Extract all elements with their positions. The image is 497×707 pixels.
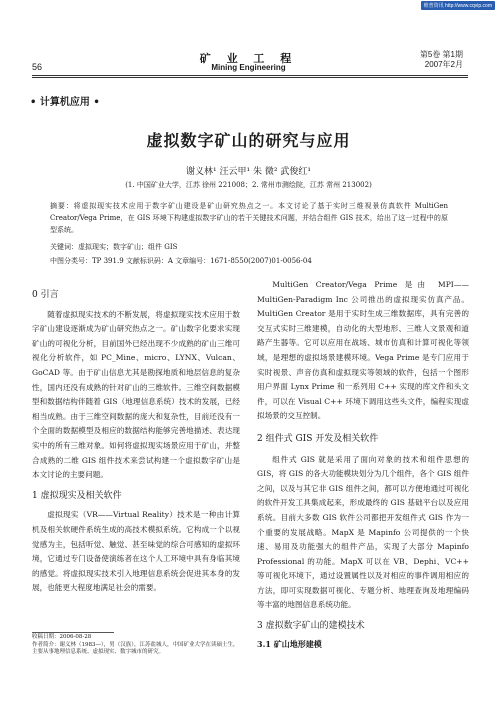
column-tag: • 计算机应用 • [30, 97, 100, 108]
vega-paragraph: MultiGen Creator/Vega Prime 是由 MPI——MultiGen-Paradigm Inc 公司推出的虚拟现实仿真产品。MultiGen Creator 是用于实时生成三维数据库，具有完善的交互式实时三维建模，自动化的大型地形、三维人文景观和道路产生器等。它可以应用在战场、城市仿真和计算可视化等领域，是理想的虚拟场景建模环境。Vega Prime 是专门应用于实时视景、声音仿真和虚拟现实等领域的软件，包括一个图形用户界面 Lynx Prime 和一系列用 C++ 实现的库文件和头文件，可以在 Visual C++ 环境下调用这些头文件，编程实现虚拟场景的交互控制。 [257, 280, 469, 421]
classification-line: 中图分类号：TP 391.9 文献标识码：A 文章编号：1671-8550(2007)01-0056-04 [50, 257, 312, 265]
author-list: 谢义林¹ 汪云甲¹ 朱 微² 武俊红¹ [186, 167, 311, 177]
left-column [32, 288, 240, 596]
issue-date: 2007年2月 [424, 60, 463, 69]
abstract: 摘要：将虚拟现实技术应用于数字矿山建设是矿山研究热点之一。本文讨论了基于实时三维视景仿真软件 MultiGen Creator/Vega Prime，在 GIS 环境下构建虚拟数字矿山的若干关键技术问题，并结合组件 GIS 技术，给出了这一过程中的原型系统。 [50, 202, 448, 234]
right-column [257, 278, 469, 651]
section-heading-2: 2 组件式 GIS 开发及相关软件 [257, 433, 379, 444]
intro-paragraph: 随着虚拟现实技术的不断发展，将虚拟现实技术应用于数字矿山建设逐渐成为矿山研究热点之一。矿山数字化要求实现矿山的可视化分析，目前国外已经出现不少成熟的矿山三维可视化分析软件，如 PC_Mine、micro、LYNX、Vulcan、GoCAD 等。由于矿山信息尤其是勘探地质和地层信息的复杂性，国内还没有成熟的针对矿山的三维软件。三维空间数据模型和数据结构伴随着 GIS（地理信息系统）技术的发展，已经相当成熟。由于三维空间数据的庞大和复杂性，目前还没有一个全面的数据模型及相应的数据结构能够完善地描述、表达现实中的所有三维对象。如何将虚拟现实场景应用于矿山，并整合成熟的二维 GIS 组件技术来尝试构建一个虚拟数字矿山是本文讨论的主要问题。 [32, 309, 240, 480]
volume-number: 第5卷 第1期 [419, 50, 463, 59]
header-rule-thin [32, 77, 468, 78]
section-heading-3: 3 虚拟数字矿山的建模技术 [257, 621, 365, 632]
section2-paragraph: 组件式 GIS 就是采用了面向对象的技术和组件思想的 GIS，将 GIS 的各大功能模块划分为几个组件，各个 GIS 组件之间，以及与其它非 GIS 组件之间，都可以方便地通过可视化的软件开发工具集成起来，形成最终的 GIS 基础平台以及应用系统。目前大多数 GIS 软件公司都把开发组件式 GIS 作为一个重要的发展战略。MapX 是 Mapinfo 公司提供的一个快速、易用及功能强大的组件产品，实现了大部分 Mapinfo Professional 的功能。MapX 可以在 VB、Dephi、VC++ 等可视化环境下，通过设置属性以及对相应的事件调用相应的方法，即可实现数据可视化、专题分析、地理查询及地理编码等丰富的地图信息系统功能。 [257, 454, 469, 610]
section-heading-1: 1 虚拟现实及相关软件 [32, 490, 122, 501]
section1-paragraph: 虚拟现实（VR——Virtual Reality）技术是一种由计算机及相关软硬件系统生成的高技术模拟系统。它构成一个以视觉感为主，包括听觉、触觉、甚至味觉的综合可感知的虚拟环境，它通过专门设备使演练者在这个人工环境中具有身临其境的感觉。将虚拟现实技术引入地理信息系统会促进其本身的发展，也能更大程度地满足社会的需要。 [32, 510, 240, 593]
journal-title-cn: 矿 业 工 程 [199, 52, 298, 65]
footnote-rule [32, 632, 114, 633]
header-rule [32, 75, 468, 76]
affiliation: (1. 中国矿业大学，江苏 徐州 221008；2. 常州市测绘院，江苏 常州 213002) [125, 181, 372, 189]
volume-info [420, 50, 463, 70]
section-heading-intro: 0 引言 [32, 290, 59, 300]
footnote: 收稿日期：2006-08-28 作者简介：谢义林（1983—），男（汉族），江苏盐城人，中国矿业大学在读硕士生，主要从事地理信息系统、虚拟现实、数字城市的研究。 [32, 634, 239, 656]
article-title: 虚拟数字矿山的研究与应用 [146, 131, 351, 150]
journal-title-en: Mining Engineering [211, 63, 286, 72]
page-number: 56 [32, 62, 43, 72]
keywords: 关键词：虚拟现实；数字矿山；组件 GIS [50, 243, 178, 251]
watermark-banner: 维普资讯 http://www.cqvip.com [421, 1, 495, 10]
subsection-heading-3-1: 3.1 矿山地形建模 [257, 638, 322, 649]
